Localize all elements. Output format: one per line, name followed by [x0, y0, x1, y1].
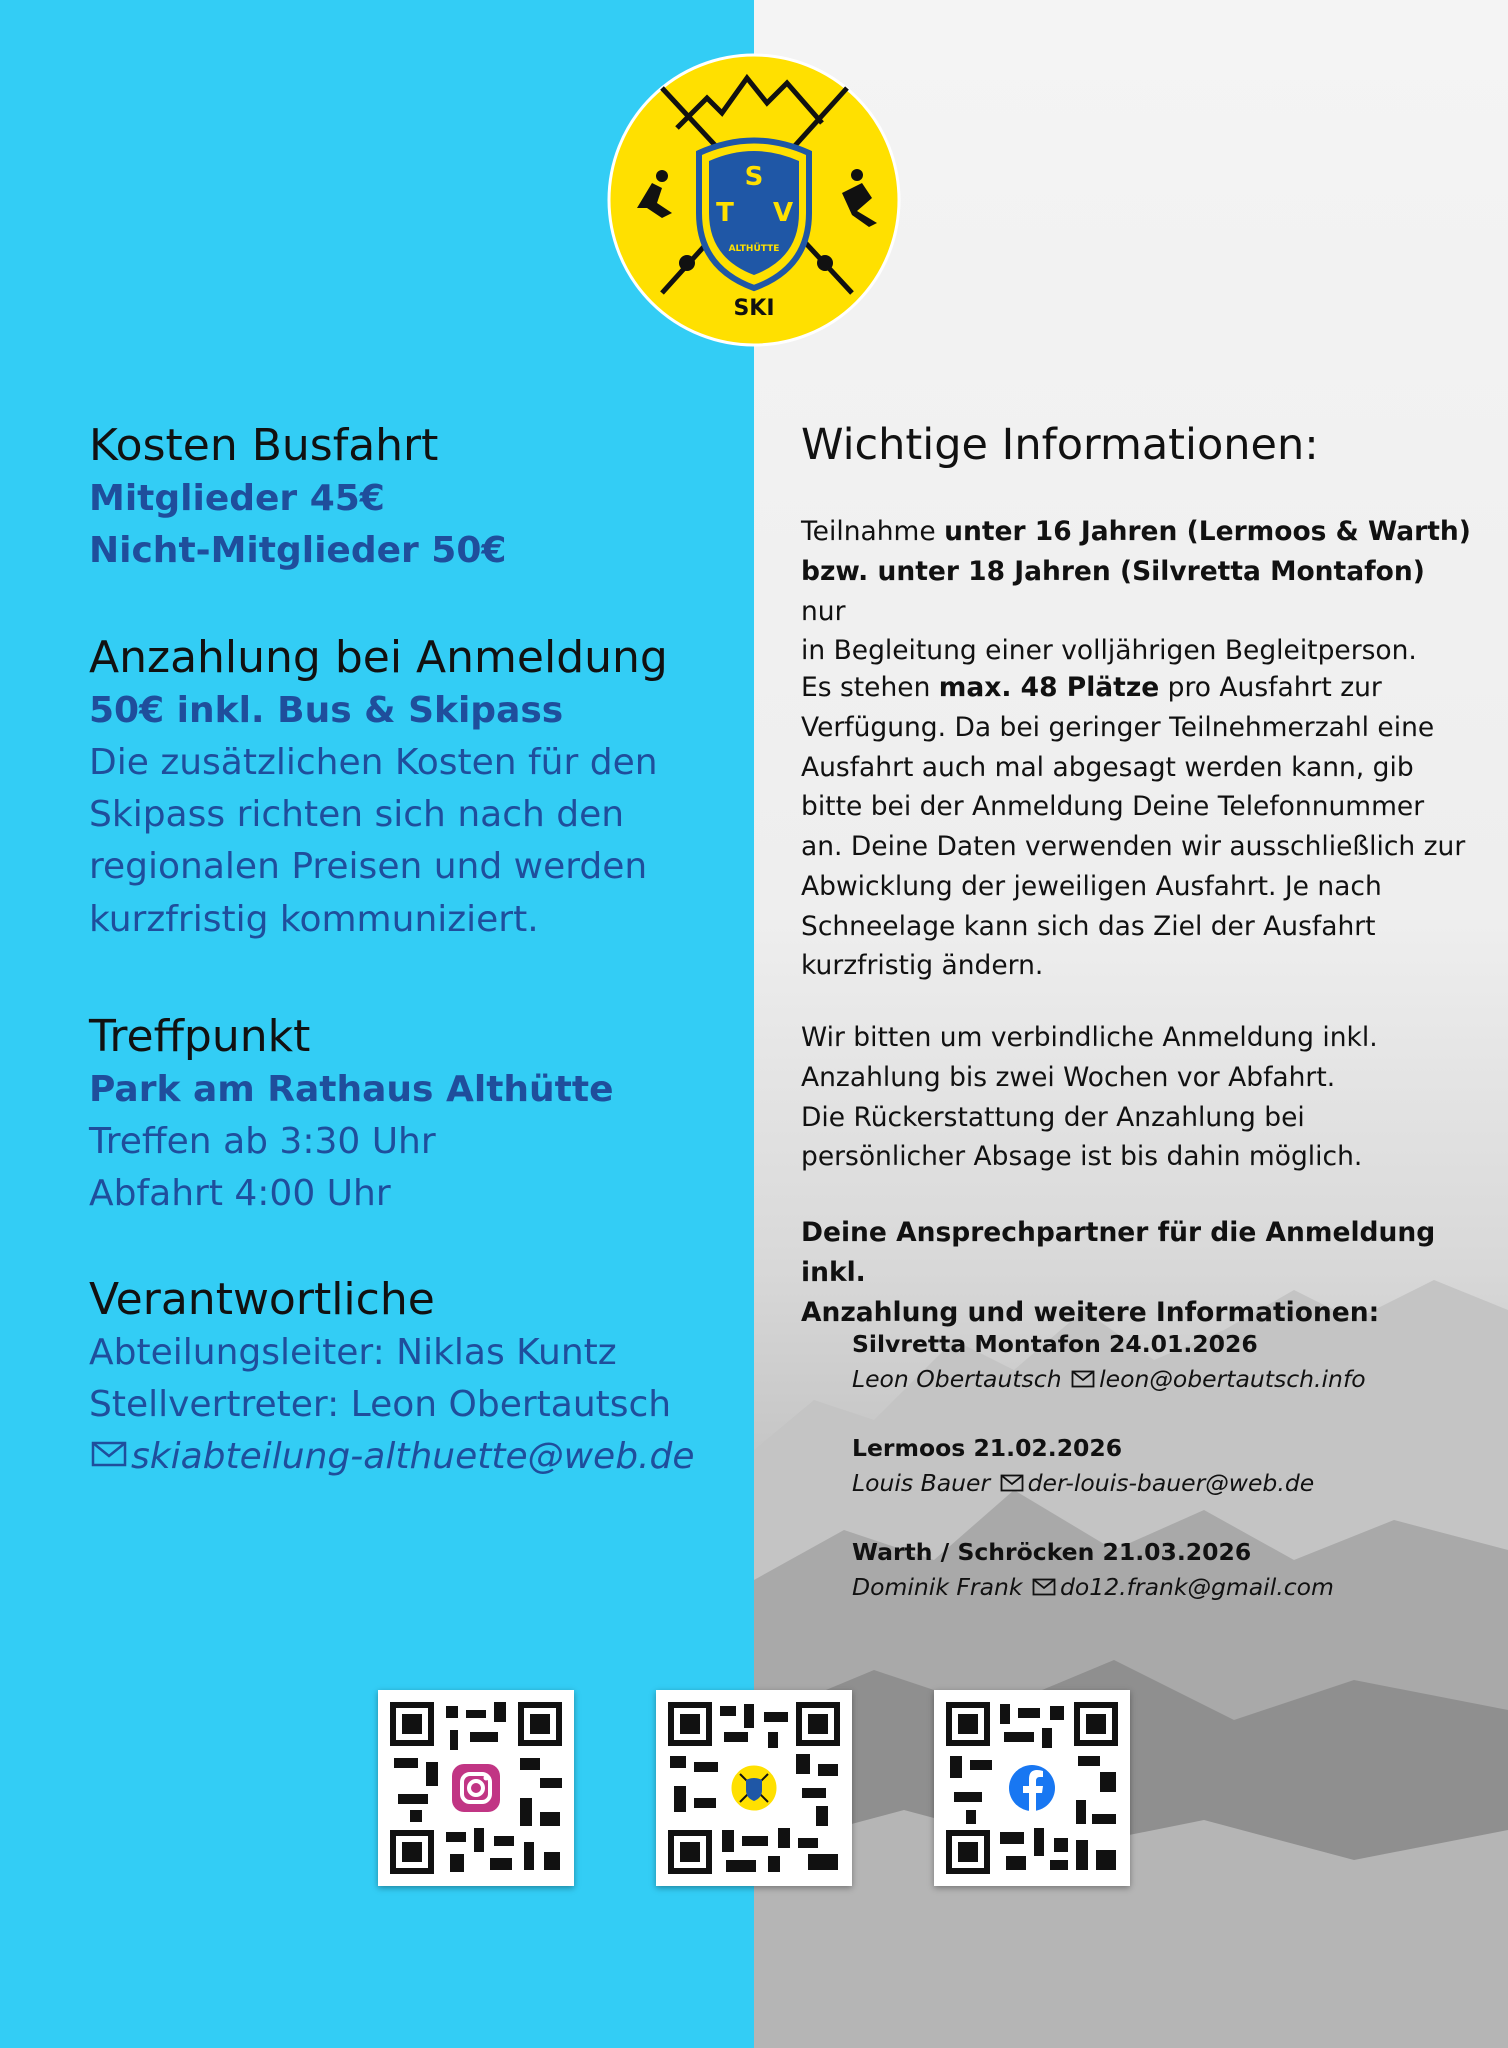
contact-name: Leon Obertautsch: [852, 1365, 1062, 1394]
instagram-icon: [452, 1764, 500, 1812]
deposit-text-line: kurzfristig kommuniziert.: [89, 898, 539, 940]
departure-time: Abfahrt 4:00 Uhr: [89, 1173, 391, 1215]
logo-letter-s: S: [744, 162, 764, 192]
costs-section: [89, 420, 506, 577]
p2-line: Verfügung. Da bei geringer Teilnehmerzahl eine: [801, 711, 1435, 743]
p2-line: Ausfahrt auch mal abgesagt werden kann, gib: [801, 751, 1414, 783]
info-paragraph-age: [801, 512, 1471, 671]
contact-trip: Warth / Schröcken 21.03.2026: [852, 1538, 1252, 1566]
meeting-title: Treffpunkt: [89, 1011, 311, 1062]
p2-text: Es stehen: [801, 672, 939, 703]
p1-bold-1: unter 16 Jahren (Lermoos & Warth): [944, 516, 1471, 547]
costs-nonmember: Nicht-Mitglieder 50€: [89, 529, 507, 571]
p3-line: persönlicher Absage ist bis dahin möglich.: [801, 1141, 1363, 1173]
qr-code-facebook[interactable]: [934, 1690, 1130, 1886]
p4-line: Deine Ansprechpartner für die Anmeldung inkl.: [801, 1217, 1436, 1288]
p3-line: Anzahlung bis zwei Wochen vor Abfahrt.: [801, 1061, 1336, 1093]
contact-name: Louis Bauer: [852, 1469, 991, 1498]
p2-line: Schneelage kann sich das Ziel der Ausfahrt: [801, 910, 1376, 942]
contact-warth: [852, 1535, 1334, 1606]
info-paragraph-contacts: [801, 1213, 1471, 1332]
p2-text-2: pro Ausfahrt zur: [1159, 672, 1382, 703]
meeting-time: Treffen ab 3:30 Uhr: [89, 1120, 436, 1162]
envelope-icon: [1032, 1578, 1056, 1596]
p2-bold: max. 48 Plätze: [938, 672, 1160, 703]
meeting-section: [89, 1011, 614, 1220]
deposit-text-line: regionalen Preisen und werden: [89, 846, 648, 888]
responsible-title: Verantwortliche: [89, 1274, 435, 1325]
logo-letter-t: T: [716, 198, 734, 228]
p2-line: an. Deine Daten verwenden wir ausschließlich zur: [801, 831, 1466, 862]
club-logo: [607, 53, 901, 347]
logo-letter-v: V: [772, 198, 794, 228]
contact-email[interactable]: der-louis-bauer@web.de: [1027, 1469, 1315, 1498]
p1-text: Teilnahme: [801, 516, 945, 547]
p3-line: Wir bitten um verbindliche Anmeldung inkl.: [801, 1022, 1378, 1053]
envelope-icon: [91, 1441, 127, 1467]
qr-code-website[interactable]: [656, 1690, 852, 1886]
p3-line: Die Rückerstattung der Anzahlung bei: [801, 1101, 1305, 1133]
p4-line: Anzahlung und weitere Informationen:: [801, 1296, 1380, 1328]
info-paragraph-seats: [801, 668, 1471, 986]
p1-text-2: nur: [801, 595, 846, 627]
contact-lermoos: [852, 1431, 1314, 1502]
contact-trip: Lermoos 21.02.2026: [852, 1434, 1123, 1462]
responsible-section: [89, 1274, 694, 1483]
deposit-amount: 50€ inkl. Bus & Skipass: [89, 689, 564, 731]
deposit-title: Anzahlung bei Anmeldung: [89, 632, 668, 683]
costs-member: Mitglieder 45€: [89, 477, 385, 519]
meeting-place: Park am Rathaus Althütte: [89, 1068, 614, 1110]
info-title: Wichtige Informationen:: [801, 420, 1319, 470]
contact-trip: Silvretta Montafon 24.01.2026: [852, 1330, 1258, 1358]
contact-email[interactable]: leon@obertautsch.info: [1099, 1365, 1366, 1394]
responsible-email-row: [89, 1431, 694, 1483]
info-paragraph-registration: [801, 1018, 1471, 1177]
costs-title: Kosten Busfahrt: [89, 420, 439, 471]
p2-line: bitte bei der Anmeldung Deine Telefonnummer: [801, 791, 1425, 823]
p2-line: kurzfristig ändern.: [801, 950, 1044, 982]
responsible-head: Abteilungsleiter: Niklas Kuntz: [89, 1331, 617, 1373]
logo-ring-text: ALTHÜTTE: [728, 244, 780, 254]
envelope-icon: [1071, 1370, 1095, 1388]
deposit-text-line: Die zusätzlichen Kosten für den: [89, 741, 658, 783]
deposit-section: [89, 632, 668, 946]
contact-name: Dominik Frank: [852, 1573, 1023, 1602]
p1-bold-2: bzw. unter 18 Jahren (Silvretta Montafon): [801, 555, 1425, 587]
envelope-icon: [1000, 1474, 1024, 1492]
logo-label: SKI: [733, 296, 775, 321]
contact-silvretta: [852, 1327, 1366, 1398]
qr-code-instagram[interactable]: [378, 1690, 574, 1886]
responsible-email[interactable]: skiabteilung-althuette@web.de: [131, 1436, 695, 1478]
responsible-deputy: Stellvertreter: Leon Obertautsch: [89, 1383, 672, 1425]
deposit-text-line: Skipass richten sich nach den: [89, 794, 625, 836]
contact-email[interactable]: do12.frank@gmail.com: [1059, 1573, 1334, 1602]
p2-line: Abwicklung der jeweiligen Ausfahrt. Je nach: [801, 870, 1382, 902]
p1-text-3: in Begleitung einer volljährigen Begleitperson.: [801, 635, 1417, 667]
